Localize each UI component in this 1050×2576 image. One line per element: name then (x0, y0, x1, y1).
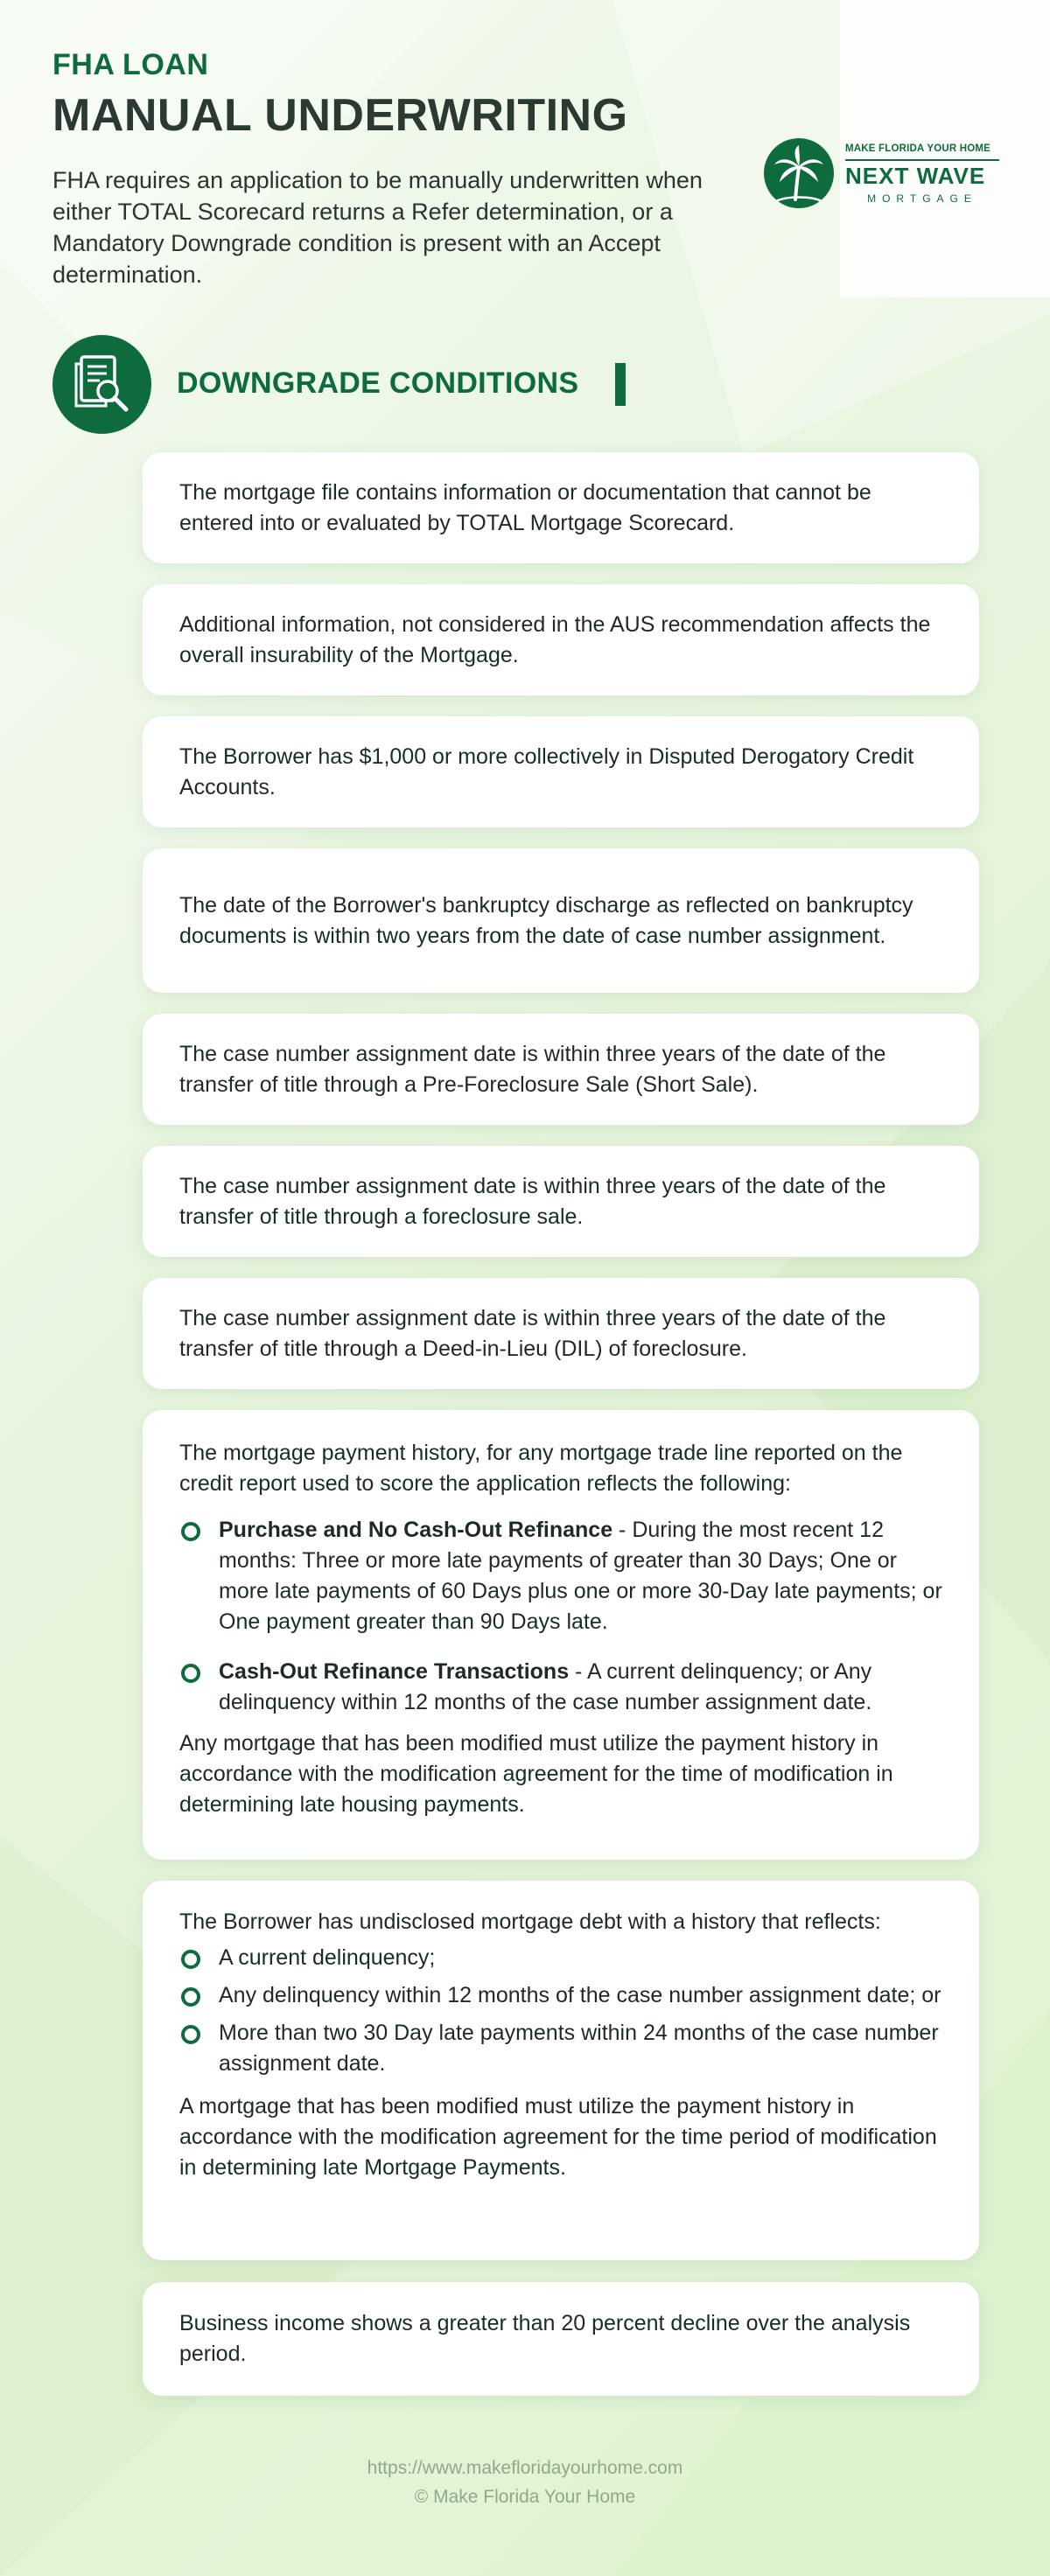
condition-text: The mortgage file contains information or documentation that cannot be entered into or evaluated by TOTAL Mortgage Scorecard. (179, 479, 872, 535)
ring-bullet-icon (181, 1522, 200, 1541)
condition-card-2 (143, 584, 979, 695)
list-item-term: Purchase and No Cash-Out Refinance (219, 1518, 613, 1542)
list-item-text: - During the most recent 12 months: Three or more late payments of greater than 30 Days; One or more late payments of 60 Days plus one or more 30-Day late payments; or One payment greater than 90 Days late. (219, 1518, 942, 1634)
condition-text: The case number assignment date is within three years of the date of the transfer of title through a Deed-in-Lieu (DIL) of foreclosure. (179, 1305, 886, 1361)
condition-card-6 (143, 1146, 979, 1257)
ring-bullet-icon (181, 1664, 200, 1683)
condition-text: The Borrower has $1,000 or more collectively in Disputed Derogatory Credit Accounts. (179, 743, 914, 799)
condition-outro: A mortgage that has been modified must utilize the payment history in accordance with the modification agreement for the time period of modification in determining late Mortgage Payments. (179, 2094, 937, 2180)
condition-card-10 (143, 2282, 979, 2396)
list-item-text: A current delinquency; (219, 1945, 436, 1970)
footer-url[interactable]: https://www.makefloridayourhome.com (367, 2458, 683, 2478)
page-header (52, 48, 752, 290)
condition-card-8 (143, 1410, 979, 1860)
condition-text: The case number assignment date is within three years of the date of the transfer of title through a Pre-Foreclosure Sale (Short Sale). (179, 1041, 886, 1097)
list-item (179, 1657, 942, 1718)
condition-card-4 (143, 848, 979, 993)
condition-intro: The Borrower has undisclosed mortgage debt with a history that reflects: (179, 1909, 881, 1934)
logo-subtitle: MORTGAGE (867, 192, 977, 205)
condition-outro: Any mortgage that has been modified must utilize the payment history in accordance with the modification agreement for the time of modification in determining late housing payments. (179, 1731, 893, 1817)
condition-list (179, 1515, 942, 1718)
page-title: MANUAL UNDERWRITING (52, 90, 628, 141)
ring-bullet-icon (181, 1950, 200, 1969)
condition-card-7 (143, 1278, 979, 1389)
section-icon-badge (52, 335, 151, 434)
condition-card-1 (143, 452, 979, 563)
list-item-text: Any delinquency within 12 months of the case number assignment date; or (219, 1983, 942, 2007)
list-item (179, 1943, 942, 1973)
condition-text: Business income shows a greater than 20 percent decline over the analysis period. (179, 2311, 911, 2366)
condition-intro: The mortgage payment history, for any mortgage trade line reported on the credit report used to score the application reflects the following: (179, 1441, 903, 1496)
logo-divider (845, 159, 999, 161)
footer-copyright: © Make Florida Your Home (414, 2487, 636, 2507)
ring-bullet-icon (181, 2025, 200, 2044)
list-item-term: Cash-Out Refinance Transactions (219, 1659, 570, 1684)
section-header (52, 335, 665, 436)
intro-paragraph: FHA requires an application to be manually underwritten when either TOTAL Scorecard returns a Refer determination, or a Mandatory Downgrade condition is present with an Accept determination. (52, 167, 703, 288)
palm-tree-icon (764, 138, 834, 208)
section-title: DOWNGRADE CONDITIONS (177, 367, 579, 400)
list-item (179, 1980, 942, 2011)
section-title-bar (615, 363, 626, 406)
list-item (179, 2018, 942, 2079)
condition-text: The case number assignment date is within three years of the date of the transfer of title through a foreclosure sale. (179, 1173, 886, 1229)
list-item-text: - A current delinquency; or Any delinquency within 12 months of the case number assignment date. (219, 1659, 872, 1714)
page-footer (0, 2454, 1050, 2511)
next-wave-logo (764, 138, 1000, 210)
condition-text: The date of the Borrower's bankruptcy discharge as reflected on bankruptcy documents is within two years from the date of case number assignment. (179, 892, 914, 948)
ring-bullet-icon (181, 1987, 200, 2007)
logo-name: NEXT WAVE (845, 163, 986, 189)
condition-card-9 (143, 1881, 979, 2260)
page-kicker: FHA LOAN (52, 48, 209, 81)
logo-tagline: MAKE FLORIDA YOUR HOME (845, 143, 991, 154)
condition-card-3 (143, 716, 979, 827)
condition-text: Additional information, not considered in the AUS recommendation affects the overall insurability of the Mortgage. (179, 611, 931, 667)
condition-list (179, 1943, 942, 2079)
logo-badge (764, 138, 834, 208)
list-item (179, 1515, 942, 1637)
condition-card-5 (143, 1014, 979, 1125)
list-item-text: More than two 30 Day late payments within 24 months of the case number assignment date. (219, 2021, 939, 2076)
document-search-icon (52, 335, 151, 434)
